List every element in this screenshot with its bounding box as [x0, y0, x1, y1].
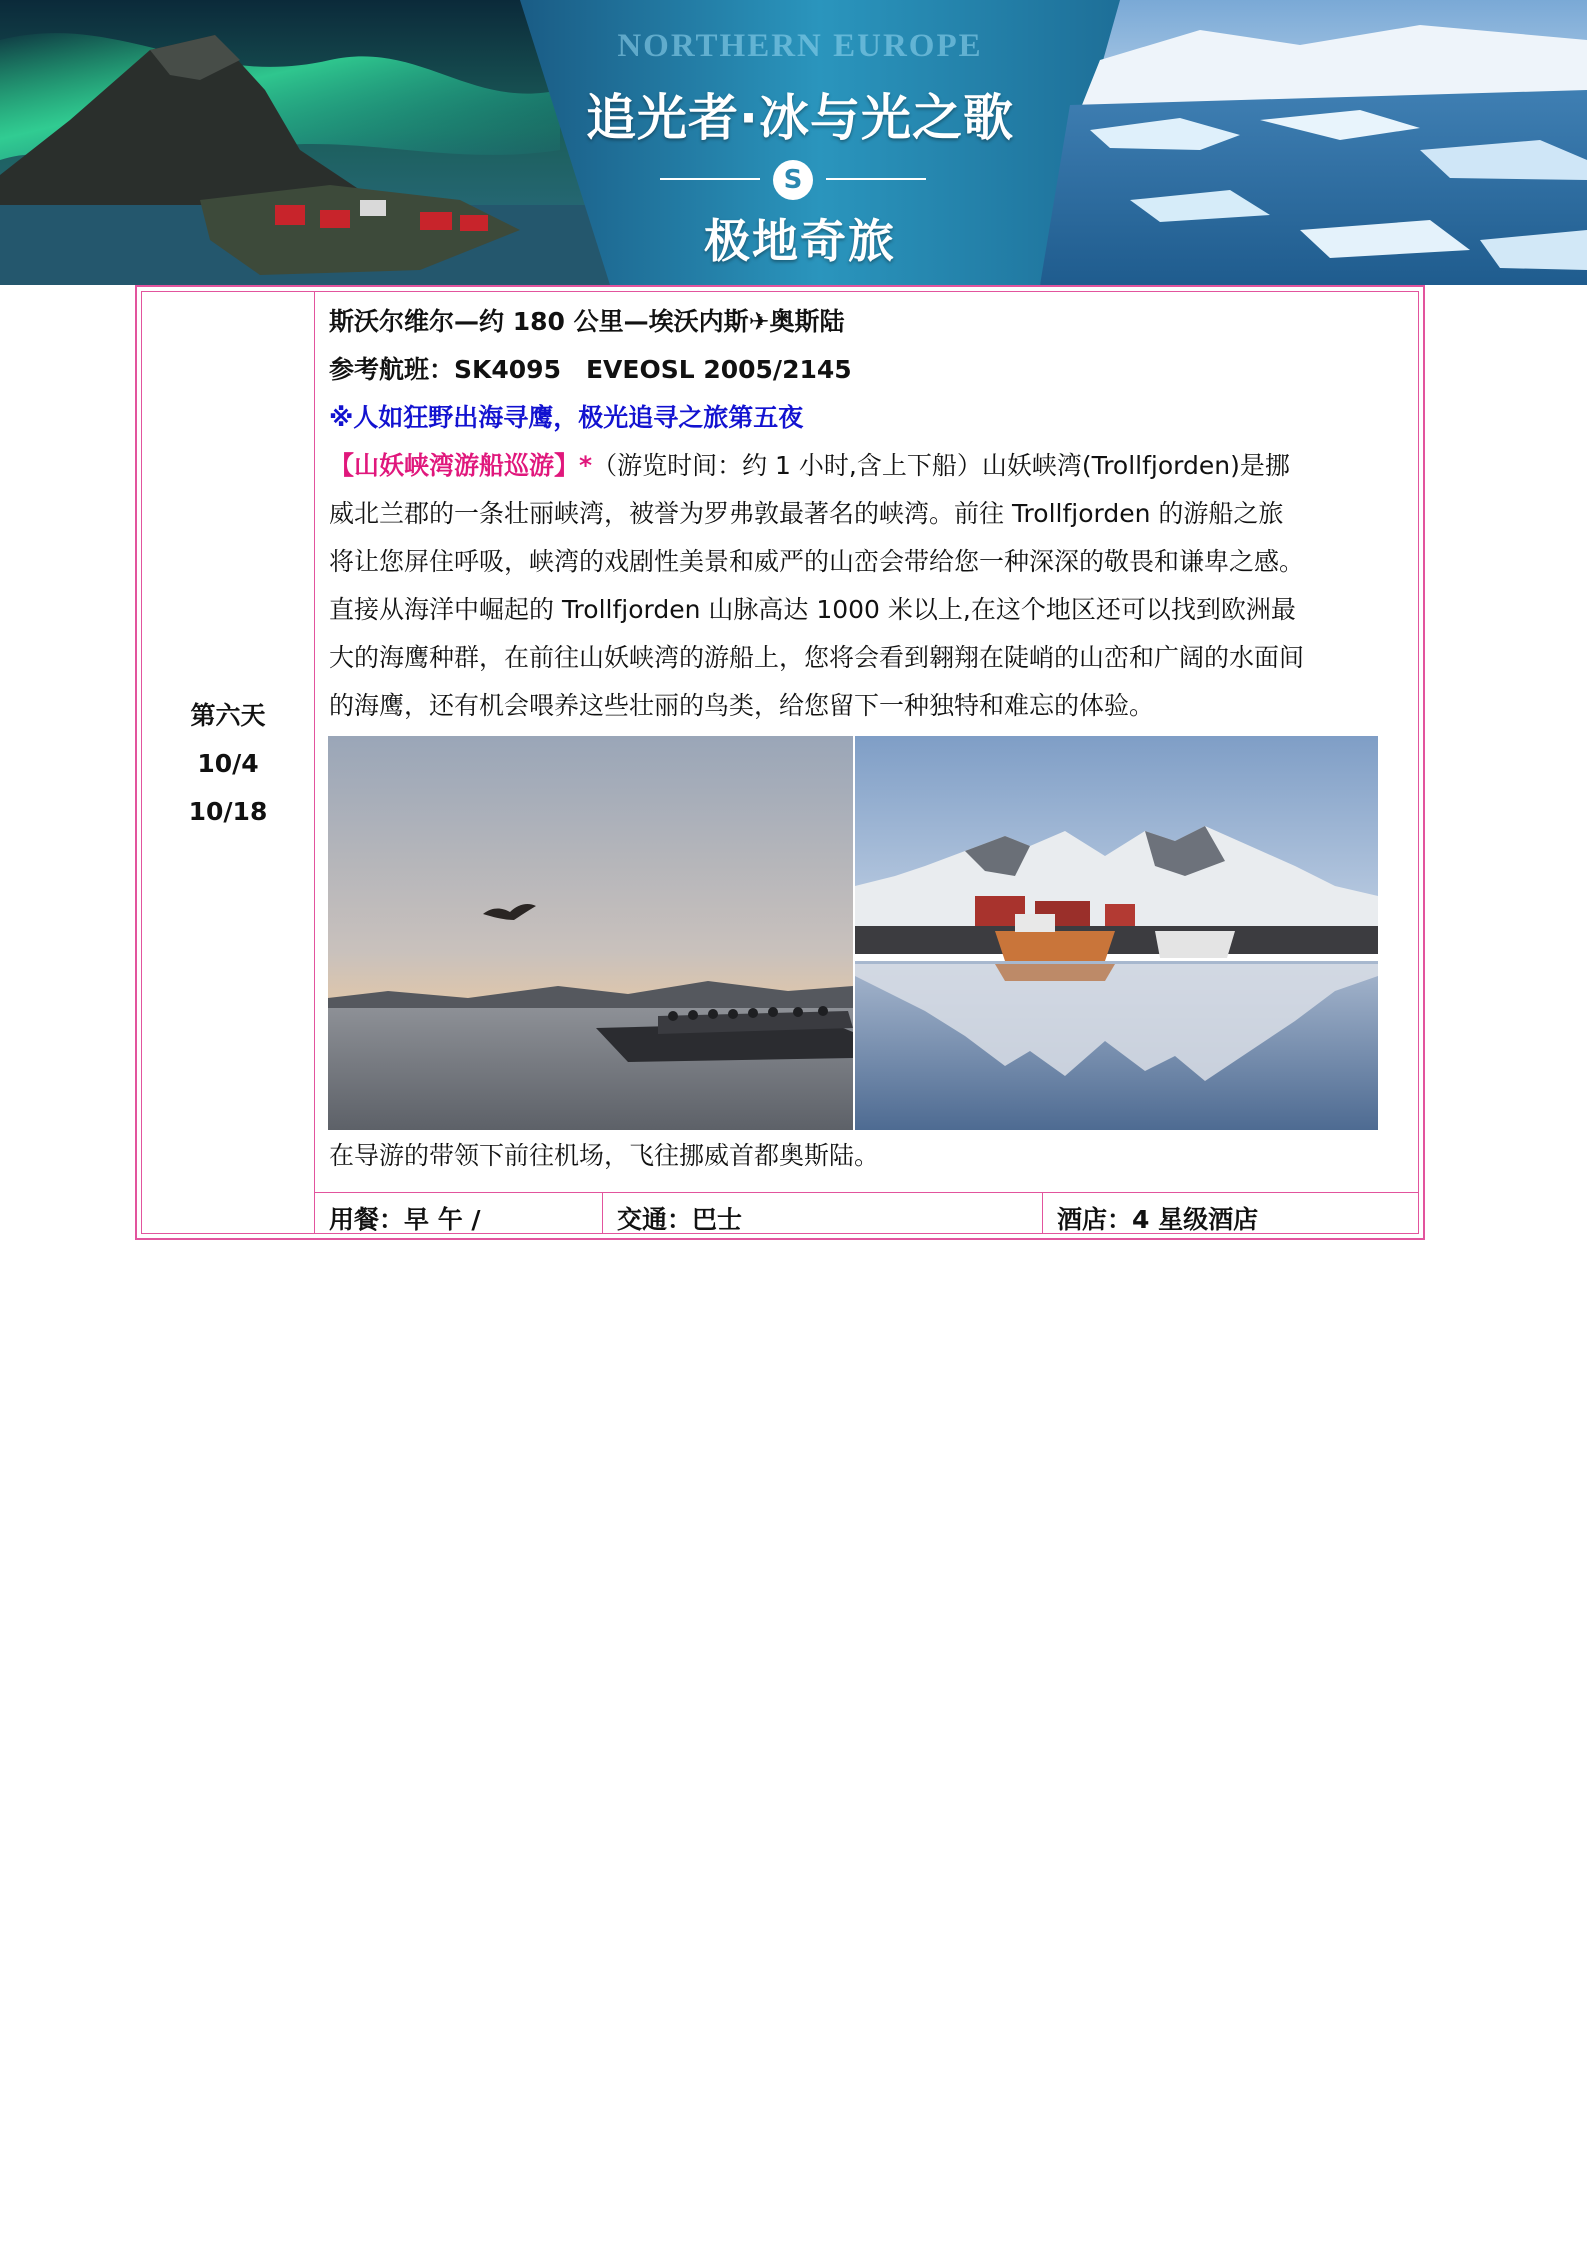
photo-gallery: [328, 736, 1378, 1130]
description-line: 威北兰郡的一条壮丽峡湾，被誉为罗弗敦最著名的峡湾。前往 Trollfjorden 的游船之旅: [329, 499, 1284, 528]
day-cell: [142, 692, 314, 836]
banner-title: 追光者·冰与光之歌: [586, 89, 1014, 147]
info-cell-divider: [602, 1192, 603, 1233]
transport-info: 交通：巴士: [617, 1205, 743, 1234]
banner-divider-left: [660, 178, 760, 180]
meals-info: 用餐：早 午 /: [329, 1205, 481, 1234]
description-line: 直接从海洋中崛起的 Trollfjorden 山脉高达 1000 米以上,在这个地区还可以找到欧洲最: [329, 595, 1296, 624]
itinerary-table-inner: [141, 291, 1419, 1234]
header-banner: [0, 0, 1587, 285]
route-line: 斯沃尔维尔—约 180 公里—埃沃内斯✈奥斯陆: [329, 307, 845, 336]
info-cell-divider: [1042, 1192, 1043, 1233]
eagle-boat-photo: [328, 736, 853, 1130]
hotel-info: 酒店：4 星级酒店: [1057, 1205, 1259, 1234]
closing-note: 在导游的带领下前往机场，飞往挪威首都奥斯陆。: [329, 1141, 880, 1170]
column-divider: [314, 292, 315, 1233]
itinerary-table: [135, 285, 1425, 1240]
banner-divider-right: [826, 178, 926, 180]
highlight-line: ※人如狂野出海寻鹰，极光追寻之旅第五夜: [329, 403, 804, 432]
description-line: 的海鹰，还有机会喂养这些壮丽的鸟类，给您留下一种独特和难忘的体验。: [329, 691, 1155, 720]
banner-subtitle: NORTHERN EUROPE: [617, 28, 983, 64]
harbor-reflection-photo: [855, 736, 1378, 1130]
day-content: [329, 298, 1409, 730]
date-1: 10/4: [197, 749, 259, 778]
flight-line: 参考航班：SK4095 EVEOSL 2005/2145: [329, 355, 852, 384]
description-line: 大的海鹰种群，在前往山妖峡湾的游船上，您将会看到翱翔在陡峭的山峦和广阔的水面间: [329, 643, 1305, 672]
description-line: 将让您屏住呼吸，峡湾的戏剧性美景和威严的山峦会带给您一种深深的敬畏和谦卑之感。: [329, 547, 1305, 576]
description-text: （游览时间：约 1 小时,含上下船）山妖峡湾(Trollfjorden)是挪: [592, 451, 1290, 480]
activity-title: 【山妖峡湾游船巡游】: [329, 451, 580, 480]
day-label: 第六天: [190, 701, 266, 730]
info-row-divider: [314, 1192, 1418, 1193]
activity-star: *: [579, 451, 593, 480]
description-line: [329, 442, 1409, 490]
date-2: 10/18: [188, 797, 268, 826]
brand-logo-icon: S: [773, 160, 813, 200]
banner-brand: 极地奇旅: [704, 214, 896, 268]
